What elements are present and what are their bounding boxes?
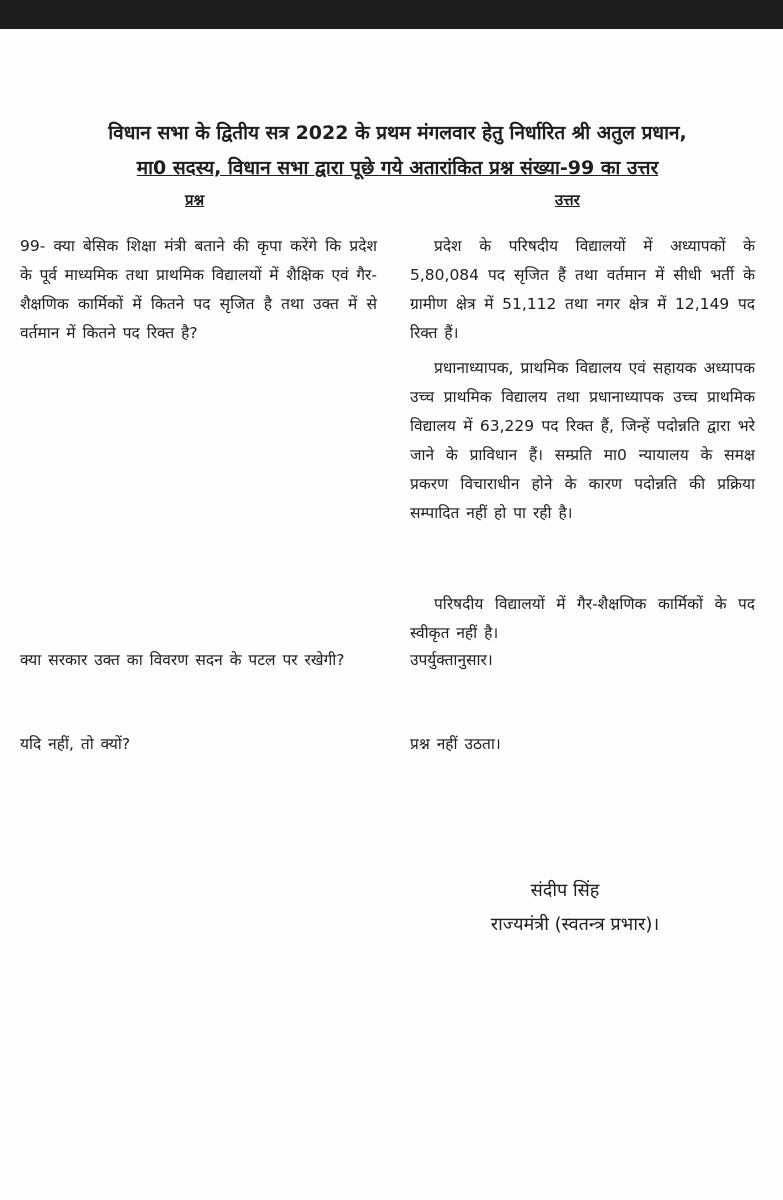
signature-block (440, 874, 710, 942)
signatory-title: राज्यमंत्री (स्वतन्त्र प्रभार)। (490, 914, 660, 935)
answer-paragraph-2: प्रधानाध्यापक, प्राथमिक विद्यालय एवं सहायक अध्यापक उच्च प्राथमिक विद्यालय तथा प्रधानाध्यापक उच्च प्राथमिक विद्यालय में 63,229 पद रिक्त हैं, जिन्हें पदोन्नति द्वारा भरे जाने के प्राविधान हैं। सम्प्रति मा0 न्यायालय के समक्ष प्रकरण विचाराधीन होने के कारण पदोन्नति की प्रक्रिया सम्पादित नहीं हो पा रही है। (410, 359, 755, 522)
answer-table-request: उपर्युक्तानुसार। (410, 651, 493, 669)
document-heading-line-2: मा0 सदस्य, विधान सभा द्वारा पूछे गये अतारांकित प्रश्न संख्या-99 का उत्तर (136, 157, 659, 179)
question-why-not: यदि नहीं, तो क्यों? (20, 735, 131, 753)
question-column-header: प्रश्न (185, 191, 205, 209)
question-table-request: क्या सरकार उक्त का विवरण सदन के पटल पर रखेगी? (20, 651, 345, 669)
answer-paragraph-1: प्रदेश के परिषदीय विद्यालयों में अध्यापकों के 5,80,084 पद सृजित हैं तथा वर्तमान में सीधी भर्ती के ग्रामीण क्षेत्र में 51,112 तथा नगर क्षेत्र में 12,149 पद रिक्त हैं। (410, 237, 755, 342)
answer-paragraph-3: परिषदीय विद्यालयों में गैर-शैक्षणिक कार्मिकों के पद स्वीकृत नहीं है। (410, 595, 755, 642)
document-heading-line-1: विधान सभा के द्वितीय सत्र 2022 के प्रथम मंगलवार हेतु निर्धारित श्री अतुल प्रधान, (108, 122, 687, 144)
answer-column-header: उत्तर (555, 191, 580, 209)
answer-why-not: प्रश्न नहीं उठता। (410, 735, 501, 753)
question-main: 99- क्या बेसिक शिक्षा मंत्री बताने की कृपा करेंगे कि प्रदेश के पूर्व माध्यमिक तथा प्राथमिक विद्यालयों में शैक्षिक एवं गैर-शैक्षणिक कार्मिकों में कितने पद सृजित है तथा उक्त में से वर्तमान में कितने पद रिक्त है? (20, 237, 377, 342)
status-bar (0, 0, 783, 29)
signatory-name: संदीप सिंह (530, 880, 600, 901)
